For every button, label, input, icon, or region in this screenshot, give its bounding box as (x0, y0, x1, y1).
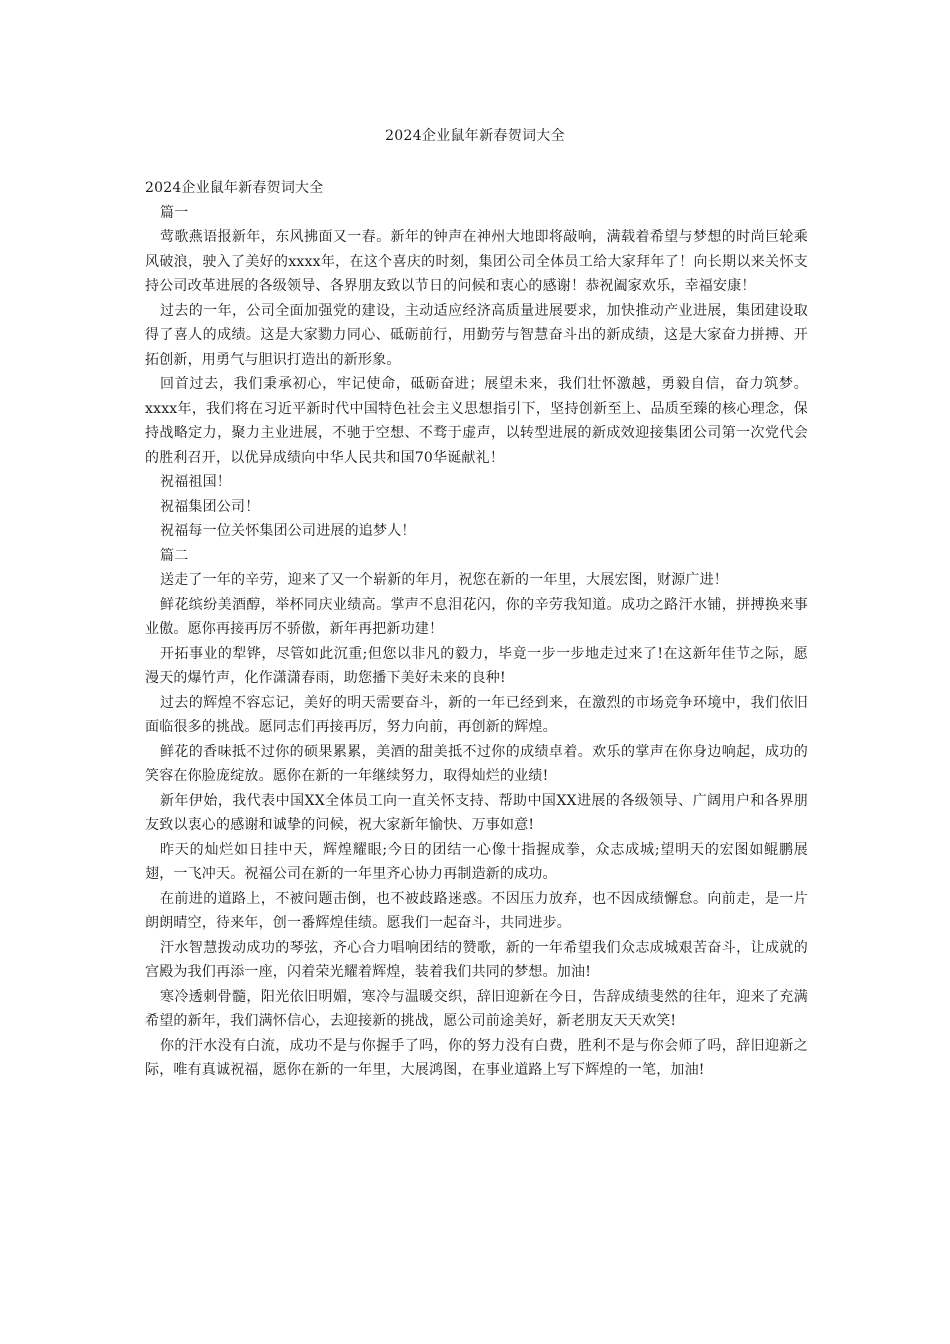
paragraph: 过去的辉煌不容忘记，美好的明天需要奋斗，新的一年已经到来，在激烈的市场竞争环境中，我们依旧面临很多的挑战。愿同志们再接再厉，努力向前，再创新的辉煌。 (145, 694, 808, 735)
paragraph: 汗水智慧拨动成功的琴弦，齐心合力唱响团结的赞歌，新的一年希望我们众志成城艰苦奋斗，让成就的宫殿为我们再添一座，闪着荣光耀着辉煌，装着我们共同的梦想。加油! (145, 939, 808, 980)
paragraph: 在前进的道路上，不被问题击倒，也不被歧路迷惑。不因压力放弃，也不因成绩懈怠。向前走，是一片朗朗晴空，待来年，创一番辉煌佳绩。愿我们一起奋斗，共同进步。 (145, 890, 808, 931)
paragraph: 祝福每一位关怀集团公司进展的追梦人！ (160, 523, 416, 539)
paragraph: 祝福祖国！ (160, 474, 231, 490)
paragraph: 祝福集团公司！ (160, 498, 260, 515)
paragraph: 鲜花的香味抵不过你的硕果累累，美酒的甜美抵不过你的成绩卓着。欢乐的掌声在你身边响起，成功的笑容在你脸庞绽放。愿你在新的一年继续努力，取得灿烂的业绩! (145, 743, 808, 784)
paragraph: 鲜花缤纷美酒醇，举杯同庆业绩高。掌声不息泪花闪，你的辛劳我知道。成功之路汗水铺，拼搏换来事业傲。愿你再接再厉不骄傲，新年再把新功建！ (145, 596, 808, 637)
paragraph: 你的汗水没有白流，成功不是与你握手了吗，你的努力没有白费，胜利不是与你会师了吗，辞旧迎新之际，唯有真诚祝福，愿你在新的一年里，大展鸿图，在事业道路上写下辉煌的一笔，加油! (145, 1037, 808, 1078)
paragraph: 回首过去，我们秉承初心，牢记使命，砥砺奋进；展望未来，我们壮怀激越，勇毅自信，奋力筑梦。xxxx年，我们将在习近平新时代中国特色社会主义思想指引下，坚持创新至上、品质至臻的核心理念，保持战略定力，聚力主业进展，不驰于空想、不骛于虚声，以转型进展的新成效迎接集团公司第一次党代会的胜利召开，以优异成绩向中华人民共和国70华诞献礼！ (145, 376, 808, 466)
paragraph: 过去的一年，公司全面加强党的建设，主动适应经济高质量进展要求，加快推动产业进展，集团建设取得了喜人的成绩。这是大家勠力同心、砥砺前行，用勤劳与智慧奋斗出的新成绩，这是大家奋力拼搏、开拓创新，用勇气与胆识打造出的新形象。 (145, 302, 808, 368)
paragraph: 送走了一年的辛劳，迎来了又一个崭新的年月，祝您在新的一年里，大展宏图，财源广进！ (160, 572, 728, 588)
paragraph: 莺歌燕语报新年，东风拂面又一春。新年的钟声在神州大地即将敲响，满载着希望与梦想的时尚巨轮乘风破浪，驶入了美好的xxxx年，在这个喜庆的时刻，集团公司全体员工给大家拜年了！向长期以来关怀支持公司改革进展的各级领导、各界朋友致以节日的问候和衷心的感谢！恭祝阖家欢乐，幸福安康！ (145, 229, 808, 294)
paragraph: 开拓事业的犁铧，尽管如此沉重;但您以非凡的毅力，毕竟一步一步地走过来了!在这新年佳节之际，愿漫天的爆竹声，化作潇潇春雨，助您播下美好未来的良种! (145, 645, 808, 686)
document-subtitle: 2024企业鼠年新春贺词大全 (145, 180, 324, 196)
section-heading: 篇二 (160, 547, 189, 564)
paragraph: 寒冷透刺骨髓，阳光依旧明媚，寒冷与温暖交织，辞旧迎新在今日，告辞成绩斐然的往年，迎来了充满希望的新年，我们满怀信心，去迎接新的挑战，愿公司前途美好，新老朋友天天欢笑! (145, 988, 808, 1029)
paragraph: 新年伊始，我代表中国XX全体员工向一直关怀支持、帮助中国XX进展的各级领导、广阔用户和各界朋友致以衷心的感谢和诚挚的问候，祝大家新年愉快、万事如意! (145, 792, 808, 833)
paragraph: 昨天的灿烂如日挂中天，辉煌耀眼;今日的团结一心像十指握成拳，众志成城;望明天的宏图如鲲鹏展翅，一飞冲天。祝福公司在新的一年里齐心协力再制造新的成功。 (145, 841, 808, 882)
document-body (145, 176, 808, 1083)
section-heading: 篇一 (160, 204, 189, 221)
document-title: 2024企业鼠年新春贺词大全 (385, 128, 565, 144)
